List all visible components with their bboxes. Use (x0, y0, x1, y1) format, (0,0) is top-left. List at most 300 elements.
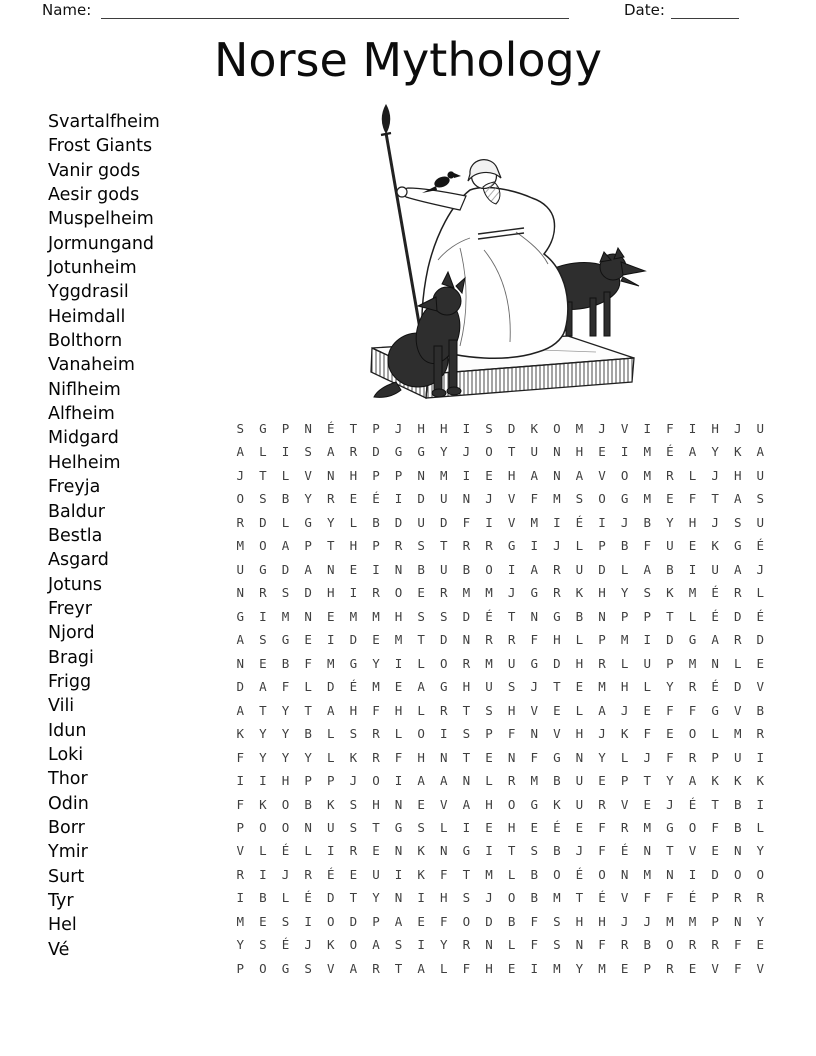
word-item: Vanir gods (48, 160, 141, 181)
grid-letter: B (281, 655, 290, 671)
grid-letter: M (485, 866, 493, 882)
grid-letter: B (643, 937, 652, 953)
grid-letter: N (485, 937, 493, 953)
grid-letter: H (575, 444, 584, 460)
grid-letter: T (507, 843, 516, 859)
grid-letter: T (417, 632, 425, 648)
grid-letter: I (236, 890, 245, 906)
grid-letter: N (394, 890, 403, 906)
grid-letter: F (530, 913, 538, 929)
grid-letter: U (733, 749, 742, 765)
grid-letter: N (575, 937, 584, 953)
grid-letter: R (326, 491, 335, 507)
grid-letter: H (485, 796, 493, 812)
grid-letter: M (462, 585, 471, 601)
word-list (48, 110, 160, 962)
grid-letter: É (349, 679, 358, 695)
grid-letter: H (394, 608, 403, 624)
grid-letter: A (372, 937, 380, 953)
grid-letter: T (349, 421, 358, 436)
grid-letter: D (326, 890, 335, 906)
grid-letter: A (688, 444, 697, 460)
grid-letter: B (281, 491, 290, 507)
grid-letter: B (620, 538, 629, 554)
grid-letter: É (711, 585, 719, 601)
grid-letter: R (485, 632, 493, 648)
word-item: Muspelheim (48, 209, 154, 230)
grid-letter: F (643, 726, 652, 742)
grid-letter: F (733, 960, 742, 976)
grid-letter: M (440, 467, 448, 483)
grid-letter: H (507, 819, 516, 835)
grid-letter: H (394, 702, 403, 718)
grid-letter: D (259, 514, 267, 530)
grid-letter: I (259, 866, 267, 882)
grid-letter: R (688, 749, 697, 765)
grid-letter: O (620, 467, 629, 483)
grid-letter: E (666, 491, 674, 507)
grid-letter: S (756, 491, 765, 507)
grid-letter: I (372, 561, 380, 577)
grid-letter: O (259, 538, 267, 554)
grid-letter: R (259, 585, 267, 601)
grid-letter: R (349, 843, 358, 859)
grid-letter: U (666, 538, 674, 554)
grid-letter: N (440, 843, 448, 859)
grid-letter: Y (440, 444, 448, 460)
grid-letter: D (553, 655, 561, 671)
grid-letter: M (553, 491, 561, 507)
word-item: Tyr (48, 891, 74, 911)
grid-letter: O (756, 866, 765, 882)
grid-letter: R (462, 937, 471, 953)
grid-letter: Y (236, 937, 245, 953)
grid-letter: F (236, 749, 245, 765)
grid-letter: J (756, 561, 765, 577)
word-item: Asgard (48, 550, 109, 571)
grid-letter: S (507, 679, 516, 695)
grid-letter: O (553, 421, 561, 436)
grid-letter: N (733, 913, 742, 929)
grid-letter: N (530, 608, 538, 624)
grid-letter: Y (281, 726, 290, 742)
grid-letter: Y (756, 843, 765, 859)
word-item: Bragi (48, 647, 94, 668)
word-item: Jotuns (48, 574, 103, 595)
grid-letter: H (440, 890, 448, 906)
grid-letter: D (326, 679, 335, 695)
grid-letter: T (462, 749, 471, 765)
grid-letter: H (349, 467, 358, 483)
grid-letter: B (530, 866, 538, 882)
grid-letter: E (394, 679, 403, 695)
grid-letter: S (281, 913, 290, 929)
grid-letter: Y (620, 585, 629, 601)
grid-letter: O (236, 491, 245, 507)
grid-row (229, 769, 772, 792)
grid-letter: O (281, 819, 290, 835)
grid-letter: S (236, 421, 245, 436)
grid-letter: J (711, 467, 719, 483)
grid-letter: J (598, 421, 606, 436)
grid-letter: J (553, 538, 561, 554)
grid-letter: É (620, 843, 629, 859)
grid-row (229, 816, 772, 839)
grid-letter: V (756, 679, 765, 695)
grid-letter: E (304, 632, 312, 648)
grid-letter: T (372, 819, 380, 835)
word-item: Njord (48, 623, 95, 644)
grid-letter: Y (666, 514, 674, 530)
grid-letter: B (733, 819, 742, 835)
grid-letter: I (326, 632, 335, 648)
grid-letter: F (666, 421, 674, 436)
grid-letter: F (688, 702, 697, 718)
grid-letter: L (326, 726, 335, 742)
grid-letter: S (462, 726, 471, 742)
grid-letter: E (259, 913, 267, 929)
grid-letter: E (417, 913, 425, 929)
grid-letter: F (598, 843, 606, 859)
grid-letter: L (620, 749, 629, 765)
grid-letter: L (575, 702, 584, 718)
grid-letter: O (733, 866, 742, 882)
grid-letter: É (281, 937, 290, 953)
grid-letter: I (643, 421, 652, 436)
grid-letter: O (666, 937, 674, 953)
grid-row (229, 699, 772, 722)
grid-letter: J (620, 913, 629, 929)
grid-letter: I (349, 585, 358, 601)
grid-letter: V (440, 796, 448, 812)
grid-letter: E (711, 843, 719, 859)
grid-letter: V (620, 421, 629, 436)
grid-letter: A (349, 960, 358, 976)
word-item: Freyja (48, 477, 101, 498)
grid-letter: J (575, 843, 584, 859)
grid-letter: G (530, 585, 538, 601)
grid-letter: L (281, 467, 290, 483)
grid-letter: É (575, 866, 584, 882)
grid-letter: I (598, 514, 606, 530)
grid-letter: U (643, 655, 652, 671)
grid-row (229, 487, 772, 510)
grid-letter: Y (756, 913, 765, 929)
word-item: Bestla (48, 525, 103, 546)
grid-letter: F (530, 937, 538, 953)
grid-letter: L (711, 726, 719, 742)
grid-letter: L (417, 702, 425, 718)
word-item: Aesir gods (48, 185, 140, 206)
word-item: Alfheim (48, 404, 115, 425)
word-item: Midgard (48, 428, 119, 449)
grid-letter: S (259, 491, 267, 507)
grid-letter: I (394, 491, 403, 507)
grid-letter: I (259, 773, 267, 789)
grid-letter: U (530, 444, 538, 460)
grid-letter: M (643, 467, 652, 483)
page-title: Norse Mythology (214, 33, 602, 87)
grid-letter: E (349, 561, 358, 577)
grid-letter: Y (711, 444, 719, 460)
grid-letter: R (462, 655, 471, 671)
grid-letter: M (643, 819, 652, 835)
grid-letter: G (733, 538, 742, 554)
grid-row (229, 793, 772, 816)
word-item: Hel (48, 915, 77, 936)
grid-letter: V (711, 960, 719, 976)
word-item: Svartalfheim (48, 112, 160, 132)
grid-letter: T (349, 890, 358, 906)
grid-letter: G (666, 819, 674, 835)
grid-letter: N (530, 726, 538, 742)
name-blank-line[interactable] (101, 1, 569, 19)
grid-letter: K (259, 796, 267, 812)
grid-letter: T (553, 679, 561, 695)
grid-letter: É (756, 608, 765, 624)
grid-letter: B (553, 773, 561, 789)
grid-letter: T (575, 890, 584, 906)
grid-letter: P (236, 819, 245, 835)
grid-letter: O (259, 960, 267, 976)
grid-letter: F (281, 679, 290, 695)
grid-letter: N (643, 843, 652, 859)
grid-letter: T (462, 702, 471, 718)
word-item: Baldur (48, 501, 105, 522)
grid-letter: S (394, 937, 403, 953)
grid-letter: I (620, 444, 629, 460)
grid-letter: L (349, 514, 358, 530)
grid-letter: É (688, 796, 697, 812)
grid-letter: G (553, 749, 561, 765)
grid-letter: K (666, 585, 674, 601)
grid-letter: H (326, 585, 335, 601)
grid-letter: O (485, 561, 493, 577)
grid-letter: L (575, 632, 584, 648)
grid-letter: R (733, 632, 742, 648)
grid-letter: F (507, 726, 516, 742)
grid-letter: P (304, 773, 312, 789)
grid-letter: S (485, 702, 493, 718)
grid-letter: N (553, 467, 561, 483)
grid-letter: F (598, 819, 606, 835)
grid-letter: S (553, 937, 561, 953)
grid-letter: E (620, 960, 629, 976)
grid-letter: T (507, 444, 516, 460)
grid-letter: G (259, 561, 267, 577)
grid-letter: É (711, 679, 719, 695)
grid-row (229, 886, 772, 909)
grid-letter: S (349, 726, 358, 742)
grid-letter: P (643, 960, 652, 976)
grid-letter: O (372, 773, 380, 789)
grid-letter: A (756, 444, 765, 460)
grid-letter: B (259, 890, 267, 906)
grid-letter: M (733, 726, 742, 742)
grid-letter: S (349, 819, 358, 835)
word-item: Heimdall (48, 306, 126, 327)
grid-letter: P (620, 608, 629, 624)
grid-letter: K (711, 773, 719, 789)
word-item: Idun (48, 720, 87, 741)
grid-letter: U (326, 819, 335, 835)
grid-letter: D (733, 679, 742, 695)
grid-letter: A (688, 773, 697, 789)
grid-letter: V (236, 843, 245, 859)
grid-letter: N (711, 655, 719, 671)
grid-letter: H (620, 679, 629, 695)
grid-letter: L (281, 890, 290, 906)
grid-letter: B (507, 913, 516, 929)
grid-letter: U (507, 655, 516, 671)
grid-row (229, 957, 772, 980)
grid-letter: B (666, 561, 674, 577)
grid-letter: N (598, 608, 606, 624)
grid-letter: N (462, 632, 471, 648)
grid-letter: P (620, 773, 629, 789)
grid-letter: J (666, 796, 674, 812)
date-label: Date: (624, 1, 665, 19)
grid-letter: D (507, 421, 516, 436)
grid-letter: K (417, 866, 425, 882)
word-item: Vanaheim (48, 355, 135, 376)
grid-letter: O (598, 866, 606, 882)
grid-letter: U (756, 421, 765, 436)
grid-letter: J (394, 421, 403, 436)
grid-letter: L (259, 843, 267, 859)
word-item: Frigg (48, 671, 92, 692)
grid-letter: R (598, 796, 606, 812)
grid-letter: O (349, 937, 358, 953)
grid-letter: S (259, 632, 267, 648)
grid-letter: E (575, 819, 584, 835)
grid-letter: I (643, 632, 652, 648)
grid-letter: D (711, 866, 719, 882)
grid-letter: F (440, 913, 448, 929)
grid-letter: M (530, 773, 538, 789)
grid-row (229, 652, 772, 675)
grid-letter: P (485, 726, 493, 742)
grid-letter: E (417, 585, 425, 601)
grid-letter: D (598, 561, 606, 577)
grid-letter: E (485, 749, 493, 765)
grid-row (229, 534, 772, 557)
grid-letter: N (440, 749, 448, 765)
grid-letter: G (711, 702, 719, 718)
date-blank-line[interactable] (671, 1, 739, 19)
grid-letter: N (304, 421, 312, 436)
grid-letter: R (485, 538, 493, 554)
grid-letter: I (417, 890, 425, 906)
grid-letter: M (236, 913, 245, 929)
grid-letter: N (326, 561, 335, 577)
grid-letter: U (575, 773, 584, 789)
grid-letter: M (372, 608, 380, 624)
grid-letter: Y (440, 937, 448, 953)
grid-letter: K (349, 749, 358, 765)
grid-letter: R (553, 561, 561, 577)
grid-letter: R (372, 585, 380, 601)
grid-letter: I (304, 913, 312, 929)
grid-letter: N (304, 819, 312, 835)
grid-letter: O (598, 491, 606, 507)
grid-letter: M (236, 538, 245, 554)
grid-letter: É (711, 608, 719, 624)
grid-letter: O (688, 819, 697, 835)
grid-letter: D (372, 444, 380, 460)
grid-letter: V (326, 960, 335, 976)
grid-letter: F (530, 632, 538, 648)
grid-letter: M (553, 890, 561, 906)
grid-letter: A (326, 702, 335, 718)
grid-letter: S (417, 819, 425, 835)
grid-letter: R (462, 538, 471, 554)
grid-letter: I (756, 796, 765, 812)
grid-letter: D (394, 514, 403, 530)
grid-letter: D (440, 632, 448, 648)
grid-letter: N (236, 655, 245, 671)
grid-letter: L (417, 655, 425, 671)
grid-letter: A (440, 773, 448, 789)
grid-letter: E (349, 866, 358, 882)
grid-letter: S (462, 890, 471, 906)
grid-letter: K (733, 444, 742, 460)
grid-letter: P (711, 913, 719, 929)
word-item: Vé (48, 939, 70, 960)
grid-letter: P (372, 421, 380, 436)
grid-letter: O (688, 726, 697, 742)
word-item: Niflheim (48, 379, 121, 400)
grid-row (229, 440, 772, 463)
grid-letter: D (417, 491, 425, 507)
grid-letter: H (575, 913, 584, 929)
grid-letter: A (417, 960, 425, 976)
grid-letter: E (688, 960, 697, 976)
grid-letter: S (643, 585, 652, 601)
grid-letter: M (643, 444, 652, 460)
grid-letter: I (236, 773, 245, 789)
grid-letter: R (372, 726, 380, 742)
grid-letter: S (304, 444, 312, 460)
spear (381, 105, 424, 352)
grid-letter: T (711, 796, 719, 812)
grid-letter: D (485, 913, 493, 929)
grid-letter: F (666, 749, 674, 765)
grid-letter: O (394, 585, 403, 601)
grid-letter: I (756, 749, 765, 765)
grid-letter: P (666, 655, 674, 671)
grid-letter: I (553, 514, 561, 530)
grid-letter: N (666, 866, 674, 882)
grid-letter: I (530, 960, 538, 976)
grid-letter: F (643, 538, 652, 554)
grid-letter: E (530, 819, 538, 835)
grid-letter: B (756, 702, 765, 718)
grid-letter: I (440, 726, 448, 742)
grid-letter: G (688, 632, 697, 648)
grid-letter: A (259, 679, 267, 695)
grid-letter: H (281, 773, 290, 789)
grid-letter: M (530, 514, 538, 530)
grid-letter: I (462, 819, 471, 835)
grid-letter: B (304, 796, 312, 812)
grid-letter: S (349, 796, 358, 812)
grid-letter: É (372, 491, 380, 507)
grid-letter: R (236, 866, 245, 882)
grid-letter: O (259, 819, 267, 835)
grid-letter: A (417, 773, 425, 789)
grid-row (229, 933, 772, 956)
